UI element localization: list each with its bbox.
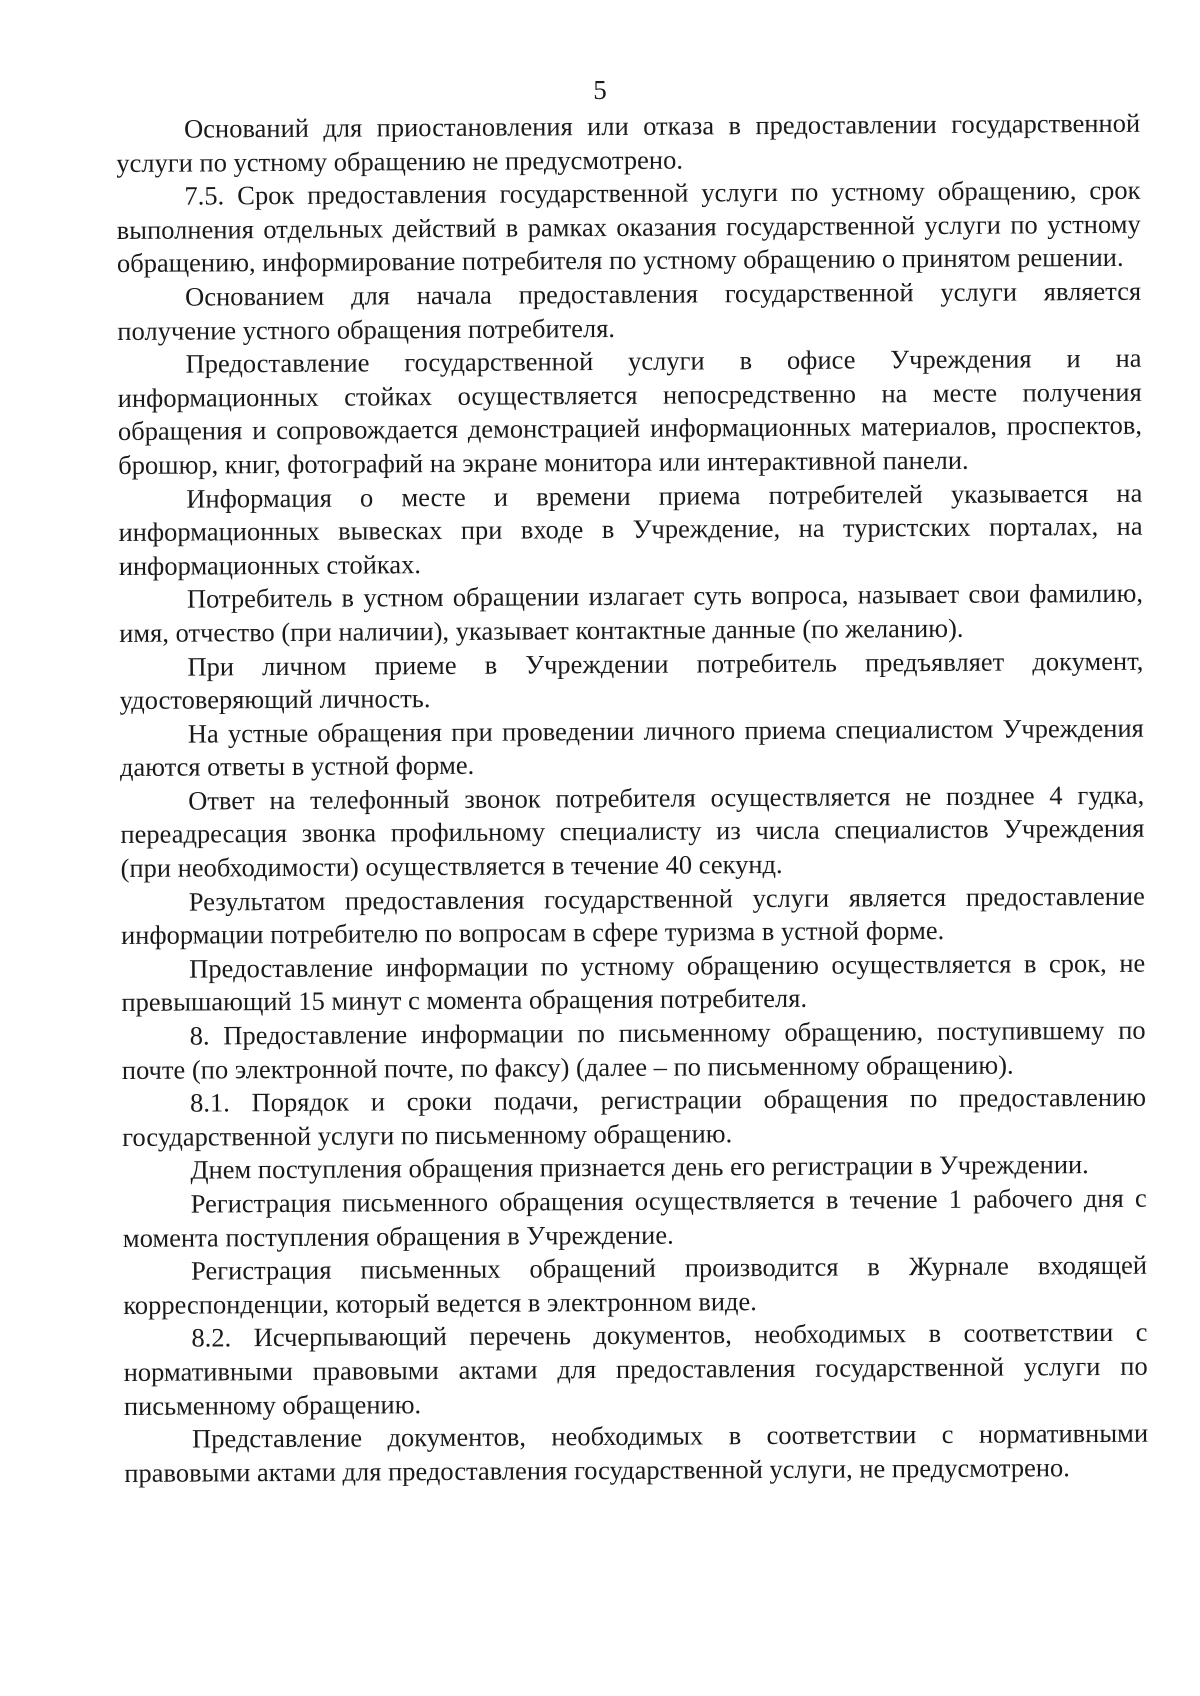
paragraph: Предоставление информации по устному обращению осуществляется в срок, не превышающий 15 минут с момента обращения потребителя.: [121, 947, 1146, 1018]
paragraph: Представление документов, необходимых в соответствии с нормативными правовыми актами для предоставления государственной услуги, не предусмотрено.: [124, 1417, 1149, 1488]
paragraph: При личном приеме в Учреждении потребитель предъявляет документ, удостоверяющий личность.: [119, 645, 1144, 716]
paragraph: Информация о месте и времени приема потребителей указывается на информационных вывесках при входе в Учреждение, на туристских порталах, на информационных стойках.: [118, 477, 1143, 581]
paragraph: Ответ на телефонный звонок потребителя осуществляется не позднее 4 гудка, переадресация звонка профильному специалисту из числа специалистов Учреждения (при необходимости) осуществляется в течение 40 секунд.: [120, 779, 1145, 884]
paragraph: Регистрация письменных обращений производится в Журнале входящей корреспонденции, который ведется в электронном виде.: [123, 1249, 1148, 1320]
paragraph: На устные обращения при проведении личного приема специалистом Учреждения даются ответы в устной форме.: [119, 712, 1144, 783]
paragraph: Оснований для приостановления или отказа в предоставлении государственной услуги по устному обращению не предусмотрено.: [116, 107, 1141, 178]
paragraph: Потребитель в устном обращении излагает суть вопроса, называет свои фамилию, имя, отчество (при наличии), указывает контактные данные (по желанию).: [119, 578, 1144, 648]
paragraph: 8.1. Порядок и сроки подачи, регистрации обращения по предоставлению государственной услуги по письменному обращению.: [122, 1081, 1147, 1152]
paragraph: Предоставление государственной услуги в офисе Учреждения и на информационных стойках осуществляется непосредственно на месте получения обращения и сопровождается демонстрацией информационных материалов, проспектов, брошюр, книг, фотографий на экране монитора или интерактивной панели.: [117, 342, 1143, 480]
paragraph: Регистрация письменного обращения осуществляется в течение 1 рабочего дня с момента поступления обращения в Учреждение.: [122, 1182, 1147, 1253]
page-number: 5: [593, 75, 607, 105]
paragraph: 8.2. Исчерпывающий перечень документов, необходимых в соответствии с нормативными правовыми актами для предоставления государственной услуги по письменному обращению.: [123, 1317, 1148, 1421]
paragraph: Днем поступления обращения признается день его регистрации в Учреждении.: [190, 1149, 1089, 1185]
paragraph: 7.5. Срок предоставления государственной услуги по устному обращению, срок выполнения отдельных действий в рамках оказания государственной услуги по устному обращению, информирование потребителя по устному обращению о принятом решении.: [116, 174, 1141, 279]
paragraph: 8. Предоставление информации по письменному обращению, поступившему по почте (по электронной почте, по факсу) (далее – по письменному обращению).: [121, 1014, 1146, 1085]
document-body: [116, 107, 1148, 1491]
paragraph: Основанием для начала предоставления государственной услуги является получение устного обращения потребителя.: [117, 275, 1142, 346]
paragraph: Результатом предоставления государственной услуги является предоставление информации потребителю по вопросам в сфере туризма в устной форме.: [120, 880, 1145, 951]
